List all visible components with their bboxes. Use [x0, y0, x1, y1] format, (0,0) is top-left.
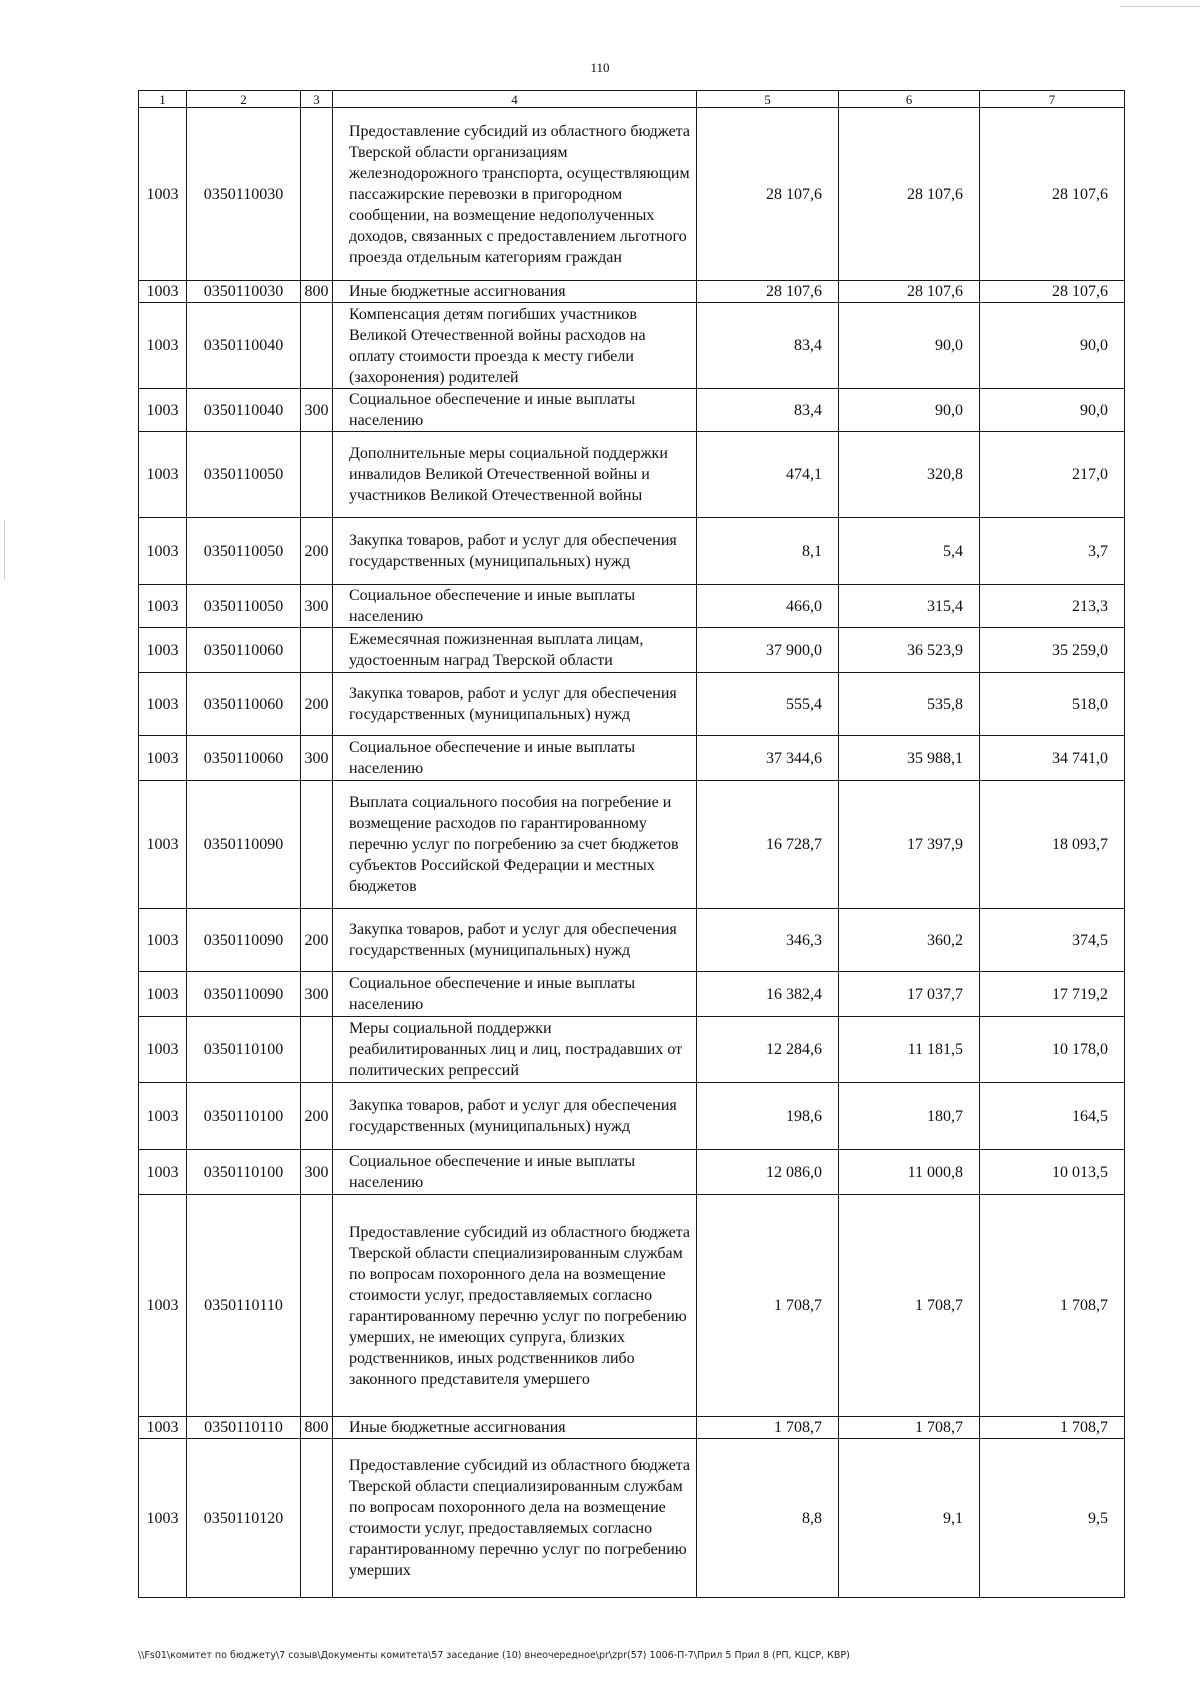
section-cell: 1003: [139, 389, 187, 432]
header-col-6: 6: [839, 91, 980, 108]
table-row: [139, 736, 1125, 781]
amount-col5-cell: 37 344,6: [697, 736, 839, 781]
amount-col7-cell: 1 708,7: [980, 1417, 1125, 1439]
target-code-cell: 0350110090: [187, 972, 301, 1017]
amount-col5-cell: 8,1: [697, 518, 839, 585]
table-row: [139, 1150, 1125, 1195]
description-cell: Предоставление субсидий из областного бюджета Тверской области специализированным службам по вопросам похоронного дела на возмещение стоимости услуг, предоставляемых согласно гарантированному перечню услуг по погребению умерших, не имеющих супруга, близких родственников, иных родственников либо законного представителя умершего: [333, 1195, 697, 1417]
table-body: [139, 108, 1125, 1598]
table-row: [139, 1017, 1125, 1083]
header-row: [139, 91, 1125, 108]
amount-col5-cell: 8,8: [697, 1439, 839, 1598]
amount-col5-cell: 12 284,6: [697, 1017, 839, 1083]
amount-col6-cell: 1 708,7: [839, 1417, 980, 1439]
target-code-cell: 0350110110: [187, 1417, 301, 1439]
description-cell: Дополнительные меры социальной поддержки инвалидов Великой Отечественной войны и участников Великой Отечественной войны: [333, 432, 697, 518]
amount-col7-cell: 90,0: [980, 303, 1125, 389]
expense-type-cell: 300: [301, 1150, 333, 1195]
table-row: [139, 909, 1125, 972]
description-cell: Закупка товаров, работ и услуг для обеспечения государственных (муниципальных) нужд: [333, 1083, 697, 1150]
expense-type-cell: 200: [301, 1083, 333, 1150]
amount-col7-cell: 518,0: [980, 673, 1125, 736]
amount-col5-cell: 28 107,6: [697, 281, 839, 303]
amount-col5-cell: 474,1: [697, 432, 839, 518]
expense-type-cell: [301, 1439, 333, 1598]
target-code-cell: 0350110110: [187, 1195, 301, 1417]
section-cell: 1003: [139, 781, 187, 909]
expense-type-cell: 300: [301, 585, 333, 628]
target-code-cell: 0350110060: [187, 628, 301, 673]
section-cell: 1003: [139, 303, 187, 389]
amount-col6-cell: 320,8: [839, 432, 980, 518]
expense-type-cell: [301, 628, 333, 673]
section-cell: 1003: [139, 432, 187, 518]
amount-col5-cell: 83,4: [697, 389, 839, 432]
amount-col7-cell: 28 107,6: [980, 108, 1125, 281]
description-cell: Предоставление субсидий из областного бюджета Тверской области специализированным службам по вопросам похоронного дела на возмещение стоимости услуг, предоставляемых согласно гарантированному перечню услуг по погребению умерших: [333, 1439, 697, 1598]
amount-col6-cell: 17 397,9: [839, 781, 980, 909]
expense-type-cell: [301, 1195, 333, 1417]
amount-col7-cell: 9,5: [980, 1439, 1125, 1598]
amount-col7-cell: 17 719,2: [980, 972, 1125, 1017]
amount-col7-cell: 18 093,7: [980, 781, 1125, 909]
table-row: [139, 432, 1125, 518]
section-cell: 1003: [139, 585, 187, 628]
amount-col6-cell: 180,7: [839, 1083, 980, 1150]
description-cell: Выплата социального пособия на погребение и возмещение расходов по гарантированному перечню услуг по погребению за счет бюджетов субъектов Российской Федерации и местных бюджетов: [333, 781, 697, 909]
amount-col7-cell: 90,0: [980, 389, 1125, 432]
section-cell: 1003: [139, 108, 187, 281]
table-row: [139, 1083, 1125, 1150]
header-col-7: 7: [980, 91, 1125, 108]
table-row: [139, 1439, 1125, 1598]
target-code-cell: 0350110050: [187, 585, 301, 628]
description-cell: Социальное обеспечение и иные выплаты населению: [333, 972, 697, 1017]
amount-col5-cell: 346,3: [697, 909, 839, 972]
target-code-cell: 0350110030: [187, 281, 301, 303]
target-code-cell: 0350110040: [187, 303, 301, 389]
expense-type-cell: 300: [301, 736, 333, 781]
amount-col6-cell: 5,4: [839, 518, 980, 585]
expense-type-cell: 800: [301, 281, 333, 303]
table-row: [139, 518, 1125, 585]
scan-edge-mark: [1120, 6, 1200, 7]
expense-type-cell: 200: [301, 909, 333, 972]
amount-col7-cell: 28 107,6: [980, 281, 1125, 303]
amount-col5-cell: 37 900,0: [697, 628, 839, 673]
target-code-cell: 0350110100: [187, 1083, 301, 1150]
description-cell: Компенсация детям погибших участников Великой Отечественной войны расходов на оплату стоимости проезда к месту гибели (захоронения) родителей: [333, 303, 697, 389]
target-code-cell: 0350110060: [187, 736, 301, 781]
description-cell: Закупка товаров, работ и услуг для обеспечения государственных (муниципальных) нужд: [333, 673, 697, 736]
budget-table: [138, 90, 1125, 1598]
target-code-cell: 0350110120: [187, 1439, 301, 1598]
expense-type-cell: 300: [301, 389, 333, 432]
description-cell: Закупка товаров, работ и услуг для обеспечения государственных (муниципальных) нужд: [333, 909, 697, 972]
amount-col6-cell: 36 523,9: [839, 628, 980, 673]
section-cell: 1003: [139, 972, 187, 1017]
target-code-cell: 0350110030: [187, 108, 301, 281]
amount-col5-cell: 16 728,7: [697, 781, 839, 909]
header-col-2: 2: [187, 91, 301, 108]
header-col-1: 1: [139, 91, 187, 108]
amount-col7-cell: 35 259,0: [980, 628, 1125, 673]
scan-edge-mark: [4, 520, 5, 580]
description-cell: Закупка товаров, работ и услуг для обеспечения государственных (муниципальных) нужд: [333, 518, 697, 585]
description-cell: Социальное обеспечение и иные выплаты населению: [333, 389, 697, 432]
description-cell: Меры социальной поддержки реабилитированных лиц и лиц, пострадавших от политических репрессий: [333, 1017, 697, 1083]
expense-type-cell: [301, 432, 333, 518]
amount-col7-cell: 1 708,7: [980, 1195, 1125, 1417]
description-cell: Социальное обеспечение и иные выплаты населению: [333, 1150, 697, 1195]
amount-col6-cell: 9,1: [839, 1439, 980, 1598]
amount-col6-cell: 315,4: [839, 585, 980, 628]
section-cell: 1003: [139, 1195, 187, 1417]
table-row: [139, 585, 1125, 628]
target-code-cell: 0350110100: [187, 1150, 301, 1195]
section-cell: 1003: [139, 1017, 187, 1083]
expense-type-cell: [301, 303, 333, 389]
amount-col6-cell: 11 181,5: [839, 1017, 980, 1083]
target-code-cell: 0350110090: [187, 781, 301, 909]
expense-type-cell: 800: [301, 1417, 333, 1439]
description-cell: Ежемесячная пожизненная выплата лицам, удостоенным наград Тверской области: [333, 628, 697, 673]
amount-col7-cell: 34 741,0: [980, 736, 1125, 781]
file-path-footer: \\Fs01\комитет по бюджету\7 созыв\Документы комитета\57 заседание (10) внеочередное\pr\zpr(57) 1006-П-7\Прил 5 Прил 8 (РП, КЦСР, КВР): [138, 1650, 850, 1661]
amount-col6-cell: 35 988,1: [839, 736, 980, 781]
table-row: [139, 628, 1125, 673]
amount-col7-cell: 213,3: [980, 585, 1125, 628]
amount-col5-cell: 16 382,4: [697, 972, 839, 1017]
table-row: [139, 389, 1125, 432]
page-number: 110: [590, 60, 610, 75]
target-code-cell: 0350110050: [187, 432, 301, 518]
amount-col7-cell: 217,0: [980, 432, 1125, 518]
section-cell: 1003: [139, 1150, 187, 1195]
header-col-4: 4: [333, 91, 697, 108]
amount-col6-cell: 1 708,7: [839, 1195, 980, 1417]
description-cell: Социальное обеспечение и иные выплаты населению: [333, 585, 697, 628]
amount-col6-cell: 28 107,6: [839, 108, 980, 281]
amount-col5-cell: 28 107,6: [697, 108, 839, 281]
amount-col6-cell: 28 107,6: [839, 281, 980, 303]
description-cell: Иные бюджетные ассигнования: [333, 281, 697, 303]
amount-col6-cell: 17 037,7: [839, 972, 980, 1017]
table-row: [139, 673, 1125, 736]
section-cell: 1003: [139, 281, 187, 303]
expense-type-cell: 200: [301, 673, 333, 736]
table-row: [139, 1417, 1125, 1439]
header-col-5: 5: [697, 91, 839, 108]
amount-col5-cell: 198,6: [697, 1083, 839, 1150]
amount-col6-cell: 11 000,8: [839, 1150, 980, 1195]
amount-col5-cell: 1 708,7: [697, 1195, 839, 1417]
amount-col5-cell: 466,0: [697, 585, 839, 628]
table-row: [139, 281, 1125, 303]
description-cell: Предоставление субсидий из областного бюджета Тверской области организациям железнодорожного транспорта, осуществляющим пассажирские перевозки в пригородном сообщении, на возмещение недополученных доходов, связанных с предоставлением льготного проезда отдельным категориям граждан: [333, 108, 697, 281]
amount-col6-cell: 360,2: [839, 909, 980, 972]
amount-col7-cell: 10 013,5: [980, 1150, 1125, 1195]
target-code-cell: 0350110050: [187, 518, 301, 585]
table-row: [139, 303, 1125, 389]
description-cell: Иные бюджетные ассигнования: [333, 1417, 697, 1439]
header-col-3: 3: [301, 91, 333, 108]
amount-col6-cell: 90,0: [839, 389, 980, 432]
section-cell: 1003: [139, 909, 187, 972]
section-cell: 1003: [139, 628, 187, 673]
table-row: [139, 108, 1125, 281]
expense-type-cell: 200: [301, 518, 333, 585]
amount-col7-cell: 3,7: [980, 518, 1125, 585]
section-cell: 1003: [139, 736, 187, 781]
description-cell: Социальное обеспечение и иные выплаты населению: [333, 736, 697, 781]
target-code-cell: 0350110040: [187, 389, 301, 432]
section-cell: 1003: [139, 1417, 187, 1439]
table-row: [139, 1195, 1125, 1417]
target-code-cell: 0350110090: [187, 909, 301, 972]
section-cell: 1003: [139, 1439, 187, 1598]
amount-col5-cell: 83,4: [697, 303, 839, 389]
section-cell: 1003: [139, 1083, 187, 1150]
amount-col5-cell: 1 708,7: [697, 1417, 839, 1439]
amount-col7-cell: 374,5: [980, 909, 1125, 972]
expense-type-cell: [301, 1017, 333, 1083]
expense-type-cell: [301, 108, 333, 281]
amount-col5-cell: 555,4: [697, 673, 839, 736]
amount-col7-cell: 164,5: [980, 1083, 1125, 1150]
table-row: [139, 781, 1125, 909]
expense-type-cell: 300: [301, 972, 333, 1017]
amount-col6-cell: 90,0: [839, 303, 980, 389]
amount-col6-cell: 535,8: [839, 673, 980, 736]
section-cell: 1003: [139, 673, 187, 736]
target-code-cell: 0350110100: [187, 1017, 301, 1083]
expense-type-cell: [301, 781, 333, 909]
table-row: [139, 972, 1125, 1017]
amount-col5-cell: 12 086,0: [697, 1150, 839, 1195]
target-code-cell: 0350110060: [187, 673, 301, 736]
section-cell: 1003: [139, 518, 187, 585]
amount-col7-cell: 10 178,0: [980, 1017, 1125, 1083]
